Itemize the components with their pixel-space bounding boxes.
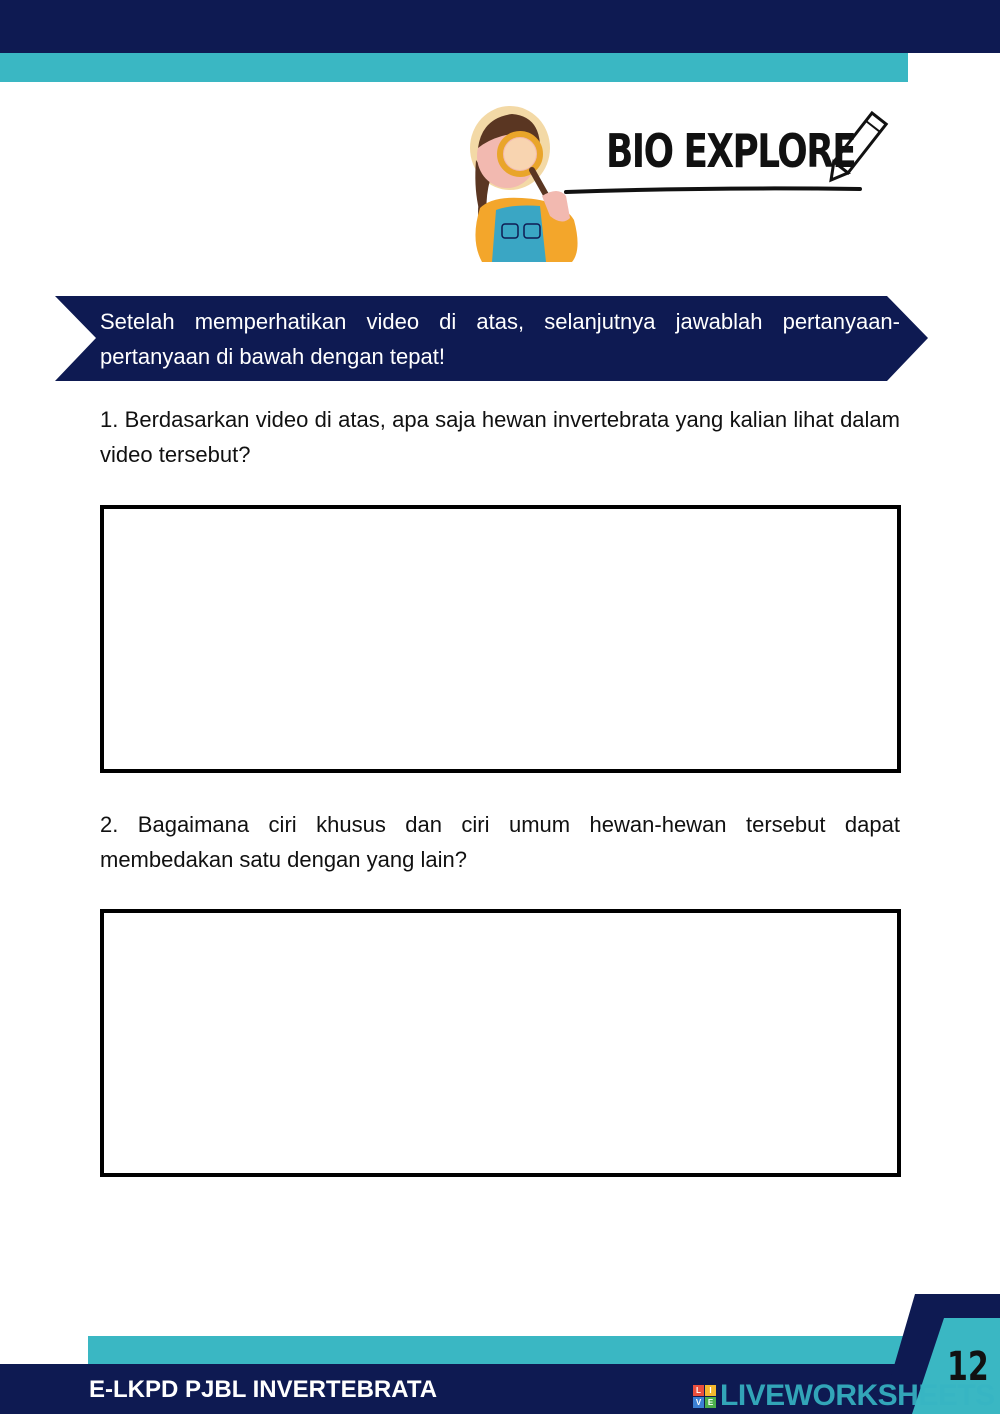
liveworksheets-watermark: LIVEWORKSHEETS: [720, 1379, 995, 1412]
page-number: 12: [947, 1344, 989, 1390]
section-title: BIO EXPLORE: [606, 124, 856, 178]
instruction-text: Setelah memperhatikan video di atas, selanjutnya jawablah pertanyaan-pertanyaan di bawah dengan tepat!: [100, 309, 900, 369]
liveworksheets-icon: L I V E: [693, 1385, 716, 1408]
question-2: 2. Bagaimana ciri khusus dan ciri umum hewan-hewan tersebut dapat membedakan satu dengan yang lain?: [100, 812, 900, 872]
question-1: 1. Berdasarkan video di atas, apa saja hewan invertebrata yang kalian lihat dalam video tersebut?: [100, 407, 900, 467]
footer-label: E-LKPD PJBL INVERTEBRATA: [89, 1376, 438, 1403]
